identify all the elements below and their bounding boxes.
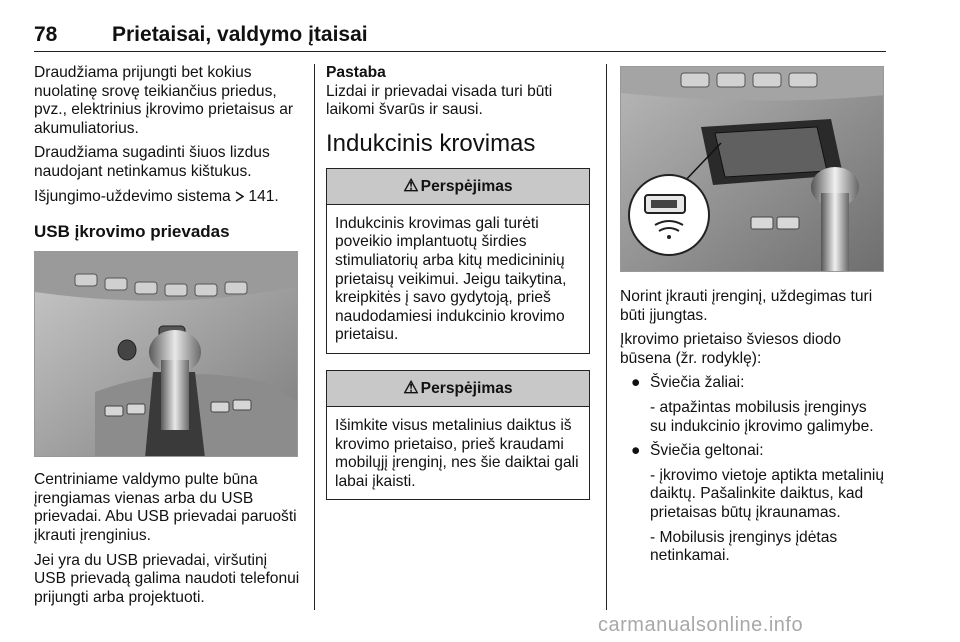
bullet-dot-icon: ● <box>631 442 641 460</box>
paragraph-stop-start-ref <box>34 188 302 207</box>
stop-start-page: 141. <box>244 187 279 205</box>
column-left <box>34 64 302 613</box>
paragraph-dc-accessories: Draudžiama prijungti bet kokius nuolatinę srovę teikiančius priedus, pvz., elektrinius įkrovimo prietaisus ar akumuliatorius. <box>34 64 294 137</box>
section-heading-usb: USB įkrovimo prievadas <box>34 222 230 242</box>
warning-box-implants <box>326 168 590 354</box>
warning-body: Išimkite visus metalinius daiktus iš krovimo prietaiso, prieš kraudami mobilųjį įrenginį, nes šie daiktai gali labai įkaisti. <box>335 416 579 490</box>
bullet-yellow-detail: - įkrovimo vietoje aptikta metalinių daiktų. Pašalinkite daiktus, kad prietaisas būtų įkraunamas. <box>650 466 884 521</box>
paragraph-led-status: Įkrovimo prietaiso šviesos diodo būsena (žr. rodyklę): <box>620 331 842 367</box>
page-header <box>34 23 886 52</box>
stop-start-text: Išjungimo-uždevimo sistema <box>34 187 236 205</box>
warning-triangle-icon: ⚠ <box>403 377 419 397</box>
warning-title: Perspėjimas <box>420 379 513 397</box>
column-divider-1 <box>314 64 315 610</box>
note-text: Lizdai ir prievadai visada turi būti laikomi švarūs ir sausi. <box>326 82 553 119</box>
bullet-dot-icon: ● <box>631 374 641 392</box>
warning-box-metal <box>326 370 590 500</box>
section-heading-inductive: Indukcinis krovimas <box>326 129 536 157</box>
paragraph-ignition: Norint įkrauti įrenginį, uždegimas turi būti įjungtas. <box>620 288 873 324</box>
bullet-green <box>620 374 886 393</box>
bullet-green-label: Šviečia žaliai: <box>650 374 745 392</box>
paragraph-usb-upper: Jei yra du USB prievadai, viršutinį USB prievadą galima naudoti telefonui prijungti arba projektuoti. <box>34 551 300 606</box>
bullet-yellow-label: Šviečia geltonai: <box>650 442 764 460</box>
warning-title: Perspėjimas <box>420 177 513 195</box>
warning-body: Indukcinis krovimas gali turėti poveikio implantuotų širdies stimuliatorių arba kitų medicininių prietaisų veikimui. Jeigu taikytina, kreipkitės į savo gydytoją, prieš naudodamiesi indukcinio krovimo prietaisu. <box>335 214 567 344</box>
warning-header <box>327 371 589 407</box>
warning-triangle-icon: ⚠ <box>403 175 419 195</box>
wireless-charger-illustration <box>620 66 884 272</box>
note-label: Pastaba <box>326 64 386 81</box>
bullet-yellow-extra: - Mobilusis įrenginys įdėtas netinkamai. <box>650 528 838 565</box>
column-divider-2 <box>606 64 607 610</box>
warning-header <box>327 169 589 205</box>
bullet-green-detail: - atpažintas mobilusis įrenginys su indukcinio įkrovimo galimybe. <box>650 398 874 435</box>
page-number: 78 <box>34 23 58 46</box>
paragraph-socket-damage: Draudžiama sugadinti šiuos lizdus naudojant netinkamus kištukus. <box>34 144 270 180</box>
column-right <box>620 64 886 572</box>
page-title: Prietaisai, valdymo įtaisai <box>112 23 368 46</box>
watermark: carmanualsonline.info <box>598 614 804 636</box>
bullet-yellow <box>620 442 886 461</box>
column-middle <box>326 64 592 516</box>
paragraph-usb-ports: Centriniame valdymo pulte būna įrengiamas vienas arba du USB prievadai. Abu USB prievadai paruošti įkrauti įrenginius. <box>34 471 297 544</box>
arrow-triangle-icon <box>235 191 244 202</box>
usb-console-illustration <box>34 251 298 457</box>
